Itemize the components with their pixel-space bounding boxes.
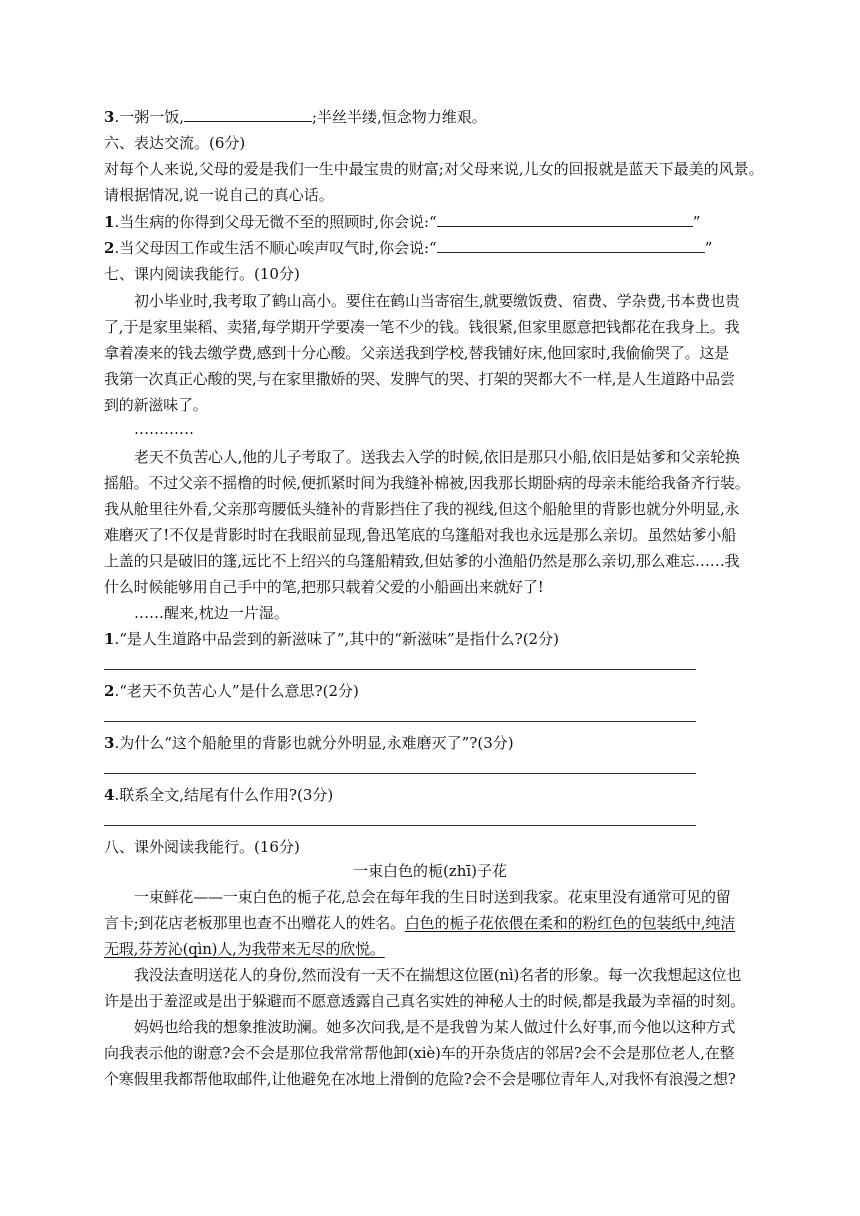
passage-line: 向我表示他的谢意?会不会是那位我常常帮他卸(xiè)车的开杂货店的邻居?会不会是那位老人,在整 — [104, 1044, 735, 1062]
passage-line: 许是出于羞涩或是出于躲避而不愿意透露自己真名实姓的神秘人士的时候,都是我最为幸福的时刻。 — [104, 992, 745, 1010]
passage-3-line: ……醒来,枕边一片湿。 — [134, 604, 289, 622]
passage-2-line: 我从舱里往外看,父亲那弯腰低头缝补的背影挡住了我的视线,但这个船舱里的背影也就分外明显,永 — [104, 500, 740, 518]
passage-1-line: 了,于是家里粜稻、卖猪,每学期开学要凑一笔不少的钱。钱很紧,但家里愿意把钱都花在我身上。我 — [104, 318, 740, 336]
section-6-question-2: 2.当父母因工作或生活不顺心唉声叹气时,你会说:“ ” — [104, 239, 713, 257]
passage-2-line: 摇船。不过父亲不摇橹的时候,便抓紧时间为我缝补棉被,因我那长期卧病的母亲未能给我备齐行装。 — [104, 474, 750, 492]
answer-line[interactable] — [104, 773, 696, 774]
passage-line: 妈妈也给我的想象推波助澜。她多次问我,是不是我曾为某人做过什么好事,而今他以这种方式 — [134, 1018, 736, 1036]
section-7-question-3: 3.为什么“这个船舱里的背影也就分外明显,永难磨灭了”?(3分) — [104, 734, 514, 752]
section-7-title: 七、课内阅读我能行。(10分) — [104, 265, 300, 283]
passage-title: 一束白色的栀(zhī)子花 — [352, 862, 508, 880]
section-6-intro-line-2: 请根据情况,说一说自己的真心话。 — [104, 186, 334, 204]
section-6-intro-line-1: 对每个人来说,父母的爱是我们一生中最宝贵的财富;对父母来说,儿女的回报就是蓝天下最美的风景。 — [104, 160, 764, 178]
passage-line — [104, 938, 794, 960]
section-7-question-2: 2.“老天不负苦心人”是什么意思?(2分) — [104, 682, 359, 700]
section-6-question-1: 1.当生病的你得到父母无微不至的照顾时,你会说:“ ” — [104, 213, 701, 231]
passage-2-line: 难磨灭了!不仅是背影时时在我眼前显现,鲁迅笔底的乌篷船对我也永远是那么亲切。虽然姑爹小船 — [104, 526, 737, 544]
answer-line[interactable] — [104, 721, 696, 722]
idiom-question-3: 3.一粥一饭, ;半丝半缕,恒念物力维艰。 — [104, 108, 487, 126]
passage-ellipsis: ………… — [134, 420, 194, 438]
passage-line: 个寒假里我都帮他取邮件,让他避免在冰地上滑倒的危险?会不会是哪位青年人,对我怀有浪漫之想? — [104, 1070, 736, 1088]
answer-blank[interactable] — [437, 238, 705, 253]
answer-blank[interactable] — [184, 107, 312, 122]
section-6-title: 六、表达交流。(6分) — [104, 134, 246, 152]
section-8-title: 八、课外阅读我能行。(16分) — [104, 838, 300, 856]
answer-line[interactable] — [104, 825, 696, 826]
passage-line: 言卡;到花店老板那里也查不出赠花人的姓名。白色的栀子花依偎在柔和的粉红色的包装纸中,纯洁 — [104, 914, 736, 932]
passage-1-line: 初小毕业时,我考取了鹤山高小。要住在鹤山当寄宿生,就要缴饭费、宿费、学杂费,书本费也贵 — [134, 292, 740, 310]
passage-line: 一束鲜花——一束白色的栀子花,总会在每年我的生日时送到我家。花束里没有通常可见的留 — [134, 888, 731, 906]
section-7-question-4: 4.联系全文,结尾有什么作用?(3分) — [104, 786, 334, 804]
passage-2-line: 什么时候能够用自己手中的笔,把那只载着父爱的小船画出来就好了! — [104, 578, 544, 596]
section-7-question-1: 1.“是人生道路中品尝到的新滋味了”,其中的“新滋味”是指什么?(2分) — [104, 630, 559, 648]
passage-2-line: 上盖的只是破旧的篷,远比不上绍兴的乌篷船精致,但姑爹的小渔船仍然是那么亲切,那么难忘……我 — [104, 552, 740, 570]
passage-1-line: 拿着凑来的钱去缴学费,感到十分心酸。父亲送我到学校,替我铺好床,他回家时,我偷偷哭了。这是 — [104, 344, 730, 362]
passage-line: 我没法查明送花人的身份,然而没有一天不在揣想这位匿(nì)名者的形象。每一次我想起这位也 — [134, 966, 742, 984]
answer-line[interactable] — [104, 669, 696, 670]
answer-blank[interactable] — [437, 212, 693, 227]
underlined-sentence: 白色的栀子花依偎在柔和的粉红色的包装纸中,纯洁 — [404, 914, 736, 932]
underlined-sentence: 无瑕,芬芳沁(qìn)人,为我带来无尽的欣悦。 — [104, 940, 385, 958]
passage-2-line: 老天不负苦心人,他的儿子考取了。送我去入学的时候,依旧是那只小船,依旧是姑爹和父亲轮换 — [134, 448, 740, 466]
passage-1-line: 我第一次真正心酸的哭,与在家里撒娇的哭、发脾气的哭、打架的哭都大不一样,是人生道路中品尝 — [104, 370, 735, 388]
passage-1-line: 到的新滋味了。 — [104, 396, 208, 414]
question-number: 3 — [104, 108, 115, 126]
